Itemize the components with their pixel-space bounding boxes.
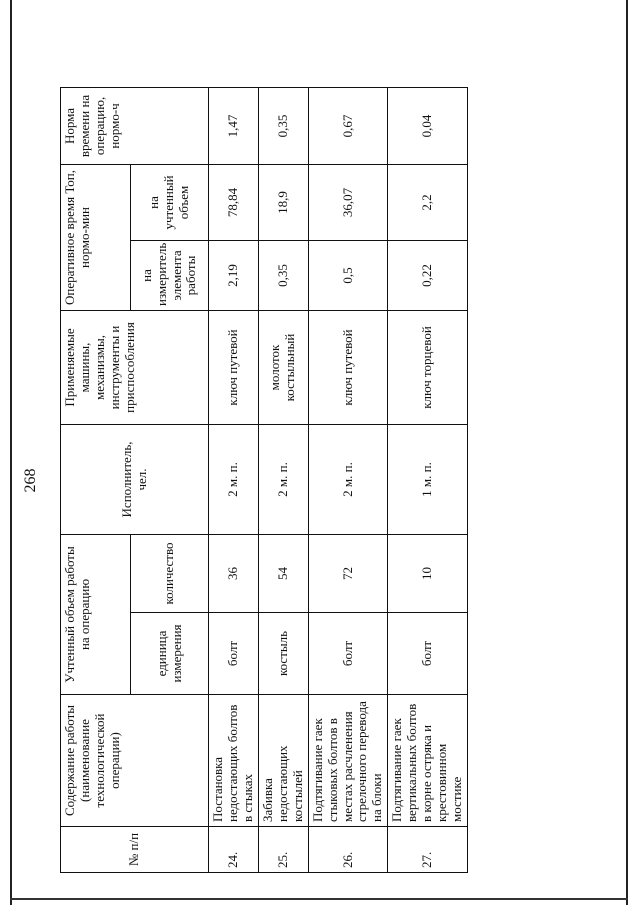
table-row xyxy=(308,87,388,872)
row-num: 24. xyxy=(209,827,259,873)
row-content: Забивка недостающих костылей xyxy=(258,695,308,827)
header-executor: Исполнитель, чел. xyxy=(61,424,209,534)
table-row xyxy=(258,87,308,872)
header-row-1 xyxy=(61,87,131,872)
row-executor: 2 м. п. xyxy=(308,424,388,534)
header-optime: Оперативное время Топ, нормо-мин xyxy=(61,164,131,310)
row-qty: 54 xyxy=(258,534,308,612)
row-num: 25. xyxy=(258,827,308,873)
row-time-volume: 78,84 xyxy=(209,164,259,240)
row-content: Подтягивание гаек вертикальных болтов в корне остряка и крестовинном мостике xyxy=(388,695,468,827)
row-num: 27. xyxy=(388,827,468,873)
operations-table xyxy=(60,87,468,873)
row-executor: 1 м. п. xyxy=(388,424,468,534)
row-executor: 2 м. п. xyxy=(258,424,308,534)
row-tools: ключ путевой xyxy=(308,310,388,424)
header-optime-volume: на учтенный объем xyxy=(131,164,209,240)
row-time-meter: 0,35 xyxy=(258,240,308,310)
row-qty: 72 xyxy=(308,534,388,612)
row-time-meter: 2,19 xyxy=(209,240,259,310)
row-time-meter: 0,22 xyxy=(388,240,468,310)
row-executor: 2 м. п. xyxy=(209,424,259,534)
row-tools: ключ торцевой xyxy=(388,310,468,424)
row-time-volume: 18,9 xyxy=(258,164,308,240)
table-row xyxy=(388,87,468,872)
header-volume-qty: количество xyxy=(131,534,209,612)
scan-edge-right xyxy=(626,0,628,905)
row-content: Подтягивание гаек стыковых болтов в местах расчленения стрелочного перевода на блоки xyxy=(308,695,388,827)
page-number: 268 xyxy=(22,468,39,493)
row-tools: молоток костыльный xyxy=(258,310,308,424)
header-tools: Применяемые машины, механизмы, инструменты и приспособления xyxy=(61,310,209,424)
header-content: Содержание работы (наименование технологической операции) xyxy=(61,695,209,827)
row-unit: болт xyxy=(308,613,388,695)
row-norm: 1,47 xyxy=(209,87,259,164)
row-time-meter: 0,5 xyxy=(308,240,388,310)
rotated-document xyxy=(22,88,465,873)
scan-edge-left xyxy=(10,0,12,905)
scan-edge-bottom xyxy=(10,898,628,900)
row-unit: болт xyxy=(209,613,259,695)
header-norm: Норма времени на операцию, нормо-ч xyxy=(61,87,209,164)
row-norm: 0,67 xyxy=(308,87,388,164)
row-unit: костыль xyxy=(258,613,308,695)
row-num: 26. xyxy=(308,827,388,873)
row-norm: 0,04 xyxy=(388,87,468,164)
header-volume: Учтенный объем работы на операцию xyxy=(61,534,131,694)
header-volume-unit: единица измерения xyxy=(131,613,209,695)
row-time-volume: 36,07 xyxy=(308,164,388,240)
header-optime-meter: на измеритель элемента работы xyxy=(131,240,209,310)
row-qty: 10 xyxy=(388,534,468,612)
table-row xyxy=(209,87,259,872)
row-tools: ключ путевой xyxy=(209,310,259,424)
header-num: № п/п xyxy=(61,827,209,873)
row-norm: 0,35 xyxy=(258,87,308,164)
row-time-volume: 2,2 xyxy=(388,164,468,240)
row-qty: 36 xyxy=(209,534,259,612)
row-unit: болт xyxy=(388,613,468,695)
row-content: Постановка недостающих болтов в стыках xyxy=(209,695,259,827)
